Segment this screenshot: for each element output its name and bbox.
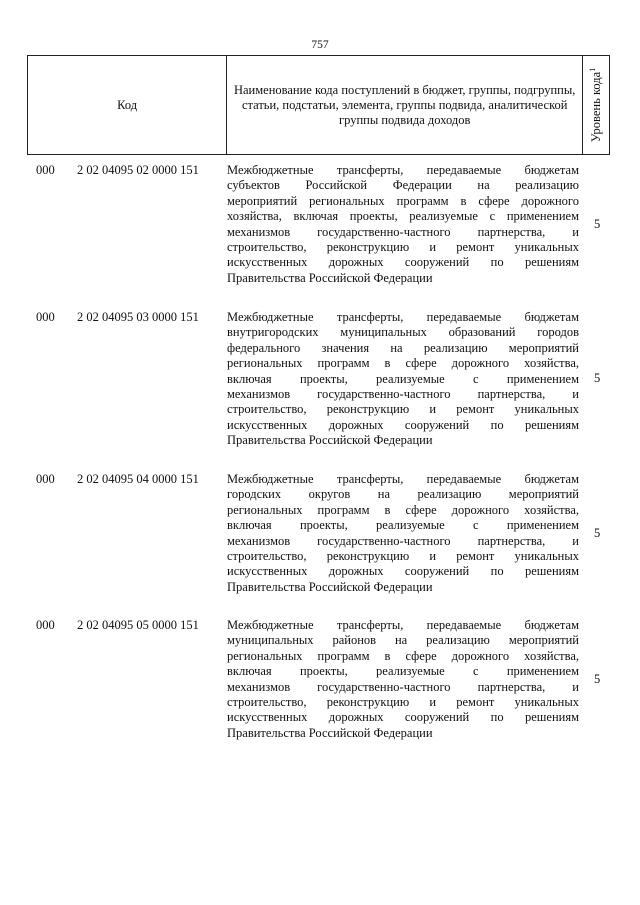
row-description-line: городских округов на реализацию мероприятий [227, 487, 579, 502]
row-description-line: включая проекты, реализуемые с применением [227, 518, 579, 533]
header-level-cell [583, 56, 609, 154]
row-description [227, 163, 579, 286]
header-code-label: Код [117, 97, 138, 112]
row-revenue-code: 2 02 04095 05 0000 151 [77, 618, 199, 632]
row-description-line: механизмов государственно-частного партнерства, и [227, 679, 579, 694]
row-description-line: муниципальных районов на реализацию мероприятий [227, 633, 579, 648]
row-description-line: искусственных дорожных сооружений по решениям [227, 710, 579, 725]
row-description-line: региональных программ в сфере дорожного хозяйства, [227, 356, 579, 371]
row-description-line: строительство, реконструкцию и ремонт уникальных [227, 402, 579, 417]
row-revenue-code: 2 02 04095 02 0000 151 [77, 163, 199, 177]
header-name-label: Наименование кода поступлений в бюджет, группы, подгруппы, статьи, подстатьи, элемента, группы подвида, аналитической группы подвида доходов [233, 82, 576, 127]
row-description-line: внутригородских муниципальных образований городов [227, 325, 579, 340]
row-admin-code: 000 [36, 310, 55, 324]
header-level-footnote: 1 [587, 67, 597, 72]
row-revenue-code: 2 02 04095 03 0000 151 [77, 310, 199, 324]
header-code-cell [28, 56, 227, 154]
row-description [227, 472, 579, 595]
header-name-cell [227, 56, 583, 154]
row-description-line: Правительства Российской Федерации [227, 579, 433, 594]
row-admin-code: 000 [36, 618, 55, 632]
row-revenue-code: 2 02 04095 04 0000 151 [77, 472, 199, 486]
row-description-line: механизмов государственно-частного партнерства, и [227, 224, 579, 239]
page-number: 757 [311, 39, 329, 51]
table-header [27, 55, 610, 155]
row-description-line: мероприятий региональных программ в сфере дорожного [227, 193, 579, 208]
row-admin-code: 000 [36, 472, 55, 486]
row-description-line: включая проекты, реализуемые с применением [227, 664, 579, 679]
row-description-line: федерального значения на реализацию мероприятий [227, 340, 579, 355]
row-description [227, 618, 579, 741]
row-description-line: строительство, реконструкцию и ремонт уникальных [227, 549, 579, 564]
row-description-line: искусственных дорожных сооружений по решениям [227, 417, 579, 432]
header-level-text: Уровень кода [589, 71, 604, 143]
row-description-line: субъектов Российской Федерации на реализацию [227, 178, 579, 193]
row-description-line: региональных программ в сфере дорожного хозяйства, [227, 648, 579, 663]
row-description-line: механизмов государственно-частного партнерства, и [227, 533, 579, 548]
row-description-line: Межбюджетные трансферты, передаваемые бюджетам [227, 163, 579, 177]
row-description-line: Правительства Российской Федерации [227, 433, 433, 448]
row-description-line: строительство, реконструкцию и ремонт уникальных [227, 695, 579, 710]
row-description-line: включая проекты, реализуемые с применением [227, 371, 579, 386]
row-description-line: Правительства Российской Федерации [227, 270, 433, 285]
row-description-line: Межбюджетные трансферты, передаваемые бюджетам [227, 472, 579, 486]
row-description-line: региональных программ в сфере дорожного хозяйства, [227, 502, 579, 517]
row-level: 5 [594, 671, 601, 686]
row-description-line: искусственных дорожных сооружений по решениям [227, 255, 579, 270]
row-level: 5 [594, 525, 601, 540]
row-description-line: строительство, реконструкцию и ремонт уникальных [227, 240, 579, 255]
row-description-line: механизмов государственно-частного партнерства, и [227, 387, 579, 402]
row-description-line: Правительства Российской Федерации [227, 725, 433, 740]
row-admin-code: 000 [36, 163, 55, 177]
row-level: 5 [594, 371, 601, 386]
row-level: 5 [594, 216, 601, 231]
header-level-label [588, 68, 604, 142]
row-description-line: Межбюджетные трансферты, передаваемые бюджетам [227, 310, 579, 324]
row-description-line: искусственных дорожных сооружений по решениям [227, 564, 579, 579]
row-description [227, 310, 579, 449]
row-description-line: хозяйства, включая проекты, реализуемые с применением [227, 209, 579, 224]
row-description-line: Межбюджетные трансферты, передаваемые бюджетам [227, 618, 579, 632]
